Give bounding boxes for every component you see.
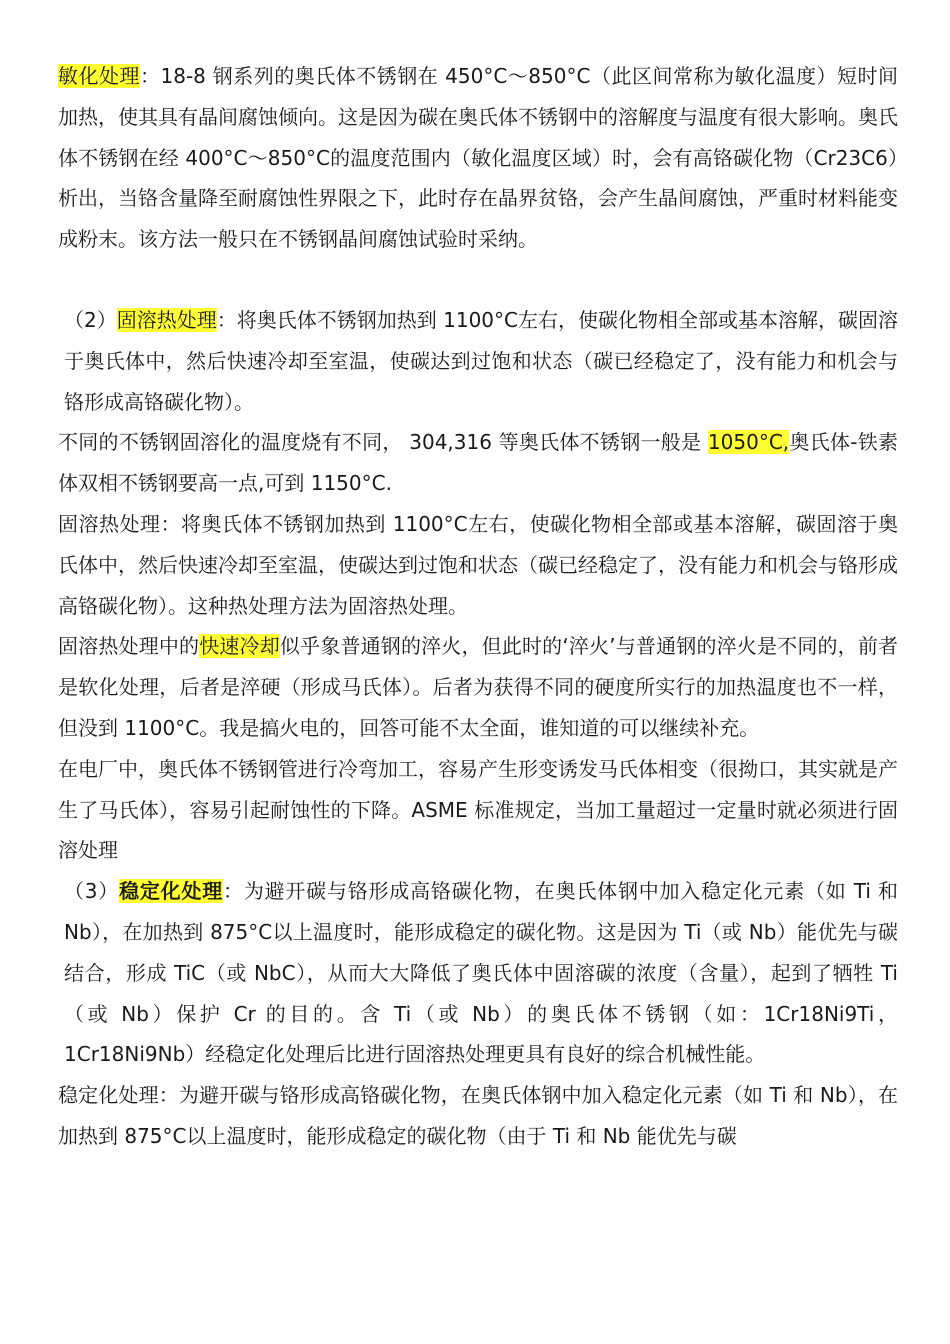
paragraph-solution-definition xyxy=(58,504,898,626)
paragraph-gap xyxy=(58,260,898,300)
paragraph-stabilization xyxy=(58,871,898,1075)
paragraph-text: 固溶热处理中的 xyxy=(58,634,200,659)
section-number: （2） xyxy=(64,307,117,332)
temperature-highlight: 1050°C, xyxy=(707,430,790,455)
section-number: （3） xyxy=(64,879,120,904)
document-page xyxy=(58,56,898,1157)
paragraph-power-plant xyxy=(58,749,898,871)
paragraph-solution-treatment xyxy=(58,300,898,422)
paragraph-text: 稳定化处理：为避开碳与铬形成高铬碳化物，在奥氏体钢中加入稳定化元素（如 Ti 和 Nb），在加热到 875°C以上温度时，能形成稳定的碳化物（由于 Ti 和 Nb 能优先与碳 xyxy=(58,1083,898,1148)
paragraph-text: 不同的不锈钢固溶化的温度烧有不同， 304,316 等奥氏体不锈钢一般是 xyxy=(58,430,708,455)
term-sensitization-highlight: 敏化处理 xyxy=(58,64,141,88)
paragraph-text: ：将奥氏体不锈钢加热到 1100°C左右，使碳化物相全部或基本溶解，碳固溶于奥氏体中，然后快速冷却至室温，使碳达到过饱和状态（碳已经稳定了，没有能力和机会与铬形成高铬碳化物）。 xyxy=(64,307,898,414)
paragraph-text: ：18-8 钢系列的奥氏体不锈钢在 450°C～850°C（此区间常称为敏化温度）短时间加热，使其具有晶间腐蚀倾向。这是因为碳在奥氏体不锈钢中的溶解度与温度有很大影响。奥氏体不锈钢在经 400°C～850°C的温度范围内（敏化温度区域）时，会有高铬碳化物（Cr23C6）析出，当铬含量降至耐腐蚀性界限之下，此时存在晶界贫铬，会产生晶间腐蚀，严重时材料能变成粉末。该方法一般只在不锈钢晶间腐蚀试验时采纳。 xyxy=(58,64,898,252)
rapid-cooling-highlight: 快速冷却 xyxy=(199,634,280,659)
paragraph-sensitization xyxy=(58,56,898,260)
paragraph-text: ：为避开碳与铬形成高铬碳化物，在奥氏体钢中加入稳定化元素（如 Ti 和 Nb），在加热到 875°C以上温度时，能形成稳定的碳化物。这是因为 Ti（或 Nb）能优先与碳结合，形成 TiC（或 NbC），从而大大降低了奥氏体中固溶碳的浓度（含量），起到了牺牲 Ti（或 Nb）保护 Cr 的目的。含 Ti（或 Nb）的奥氏体不锈钢（如：1Cr18Ni9Ti，1Cr18Ni9Nb）经稳定化处理后比进行固溶热处理更具有良好的综合机械性能。 xyxy=(64,879,899,1067)
paragraph-rapid-cooling xyxy=(58,626,898,748)
paragraph-text: 在电厂中，奥氏体不锈钢管进行冷弯加工，容易产生形变诱发马氏体相变（很拗口，其实就是产生了马氏体），容易引起耐蚀性的下降。ASME 标准规定，当加工量超过一定量时就必须进行固溶处理 xyxy=(58,756,898,863)
term-solution-treatment-highlight: 固溶热处理 xyxy=(116,307,217,332)
paragraph-text: 似乎象普通钢的淬火，但此时的‘淬火’与普通钢的淬火是不同的，前者是软化处理，后者是淬硬（形成马氏体）。后者为获得不同的硬度所实行的加热温度也不一样，但没到 1100°C。我是搞火电的，回答可能不太全面，谁知道的可以继续补充。 xyxy=(58,634,899,740)
paragraph-solution-temperature xyxy=(58,422,898,504)
paragraph-text: 固溶热处理：将奥氏体不锈钢加热到 1100°C左右，使碳化物相全部或基本溶解，碳固溶于奥氏体中，然后快速冷却至室温，使碳达到过饱和状态（碳已经稳定了，没有能力和机会与铬形成高铬碳化物）。这种热处理方法为固溶热处理。 xyxy=(58,511,898,618)
term-stabilization-highlight: 稳定化处理 xyxy=(119,879,224,904)
paragraph-text: 奥氏体-铁素体双相不锈钢要高一点,可到 1150°C. xyxy=(58,430,899,496)
paragraph-stabilization-repeat xyxy=(58,1075,898,1157)
